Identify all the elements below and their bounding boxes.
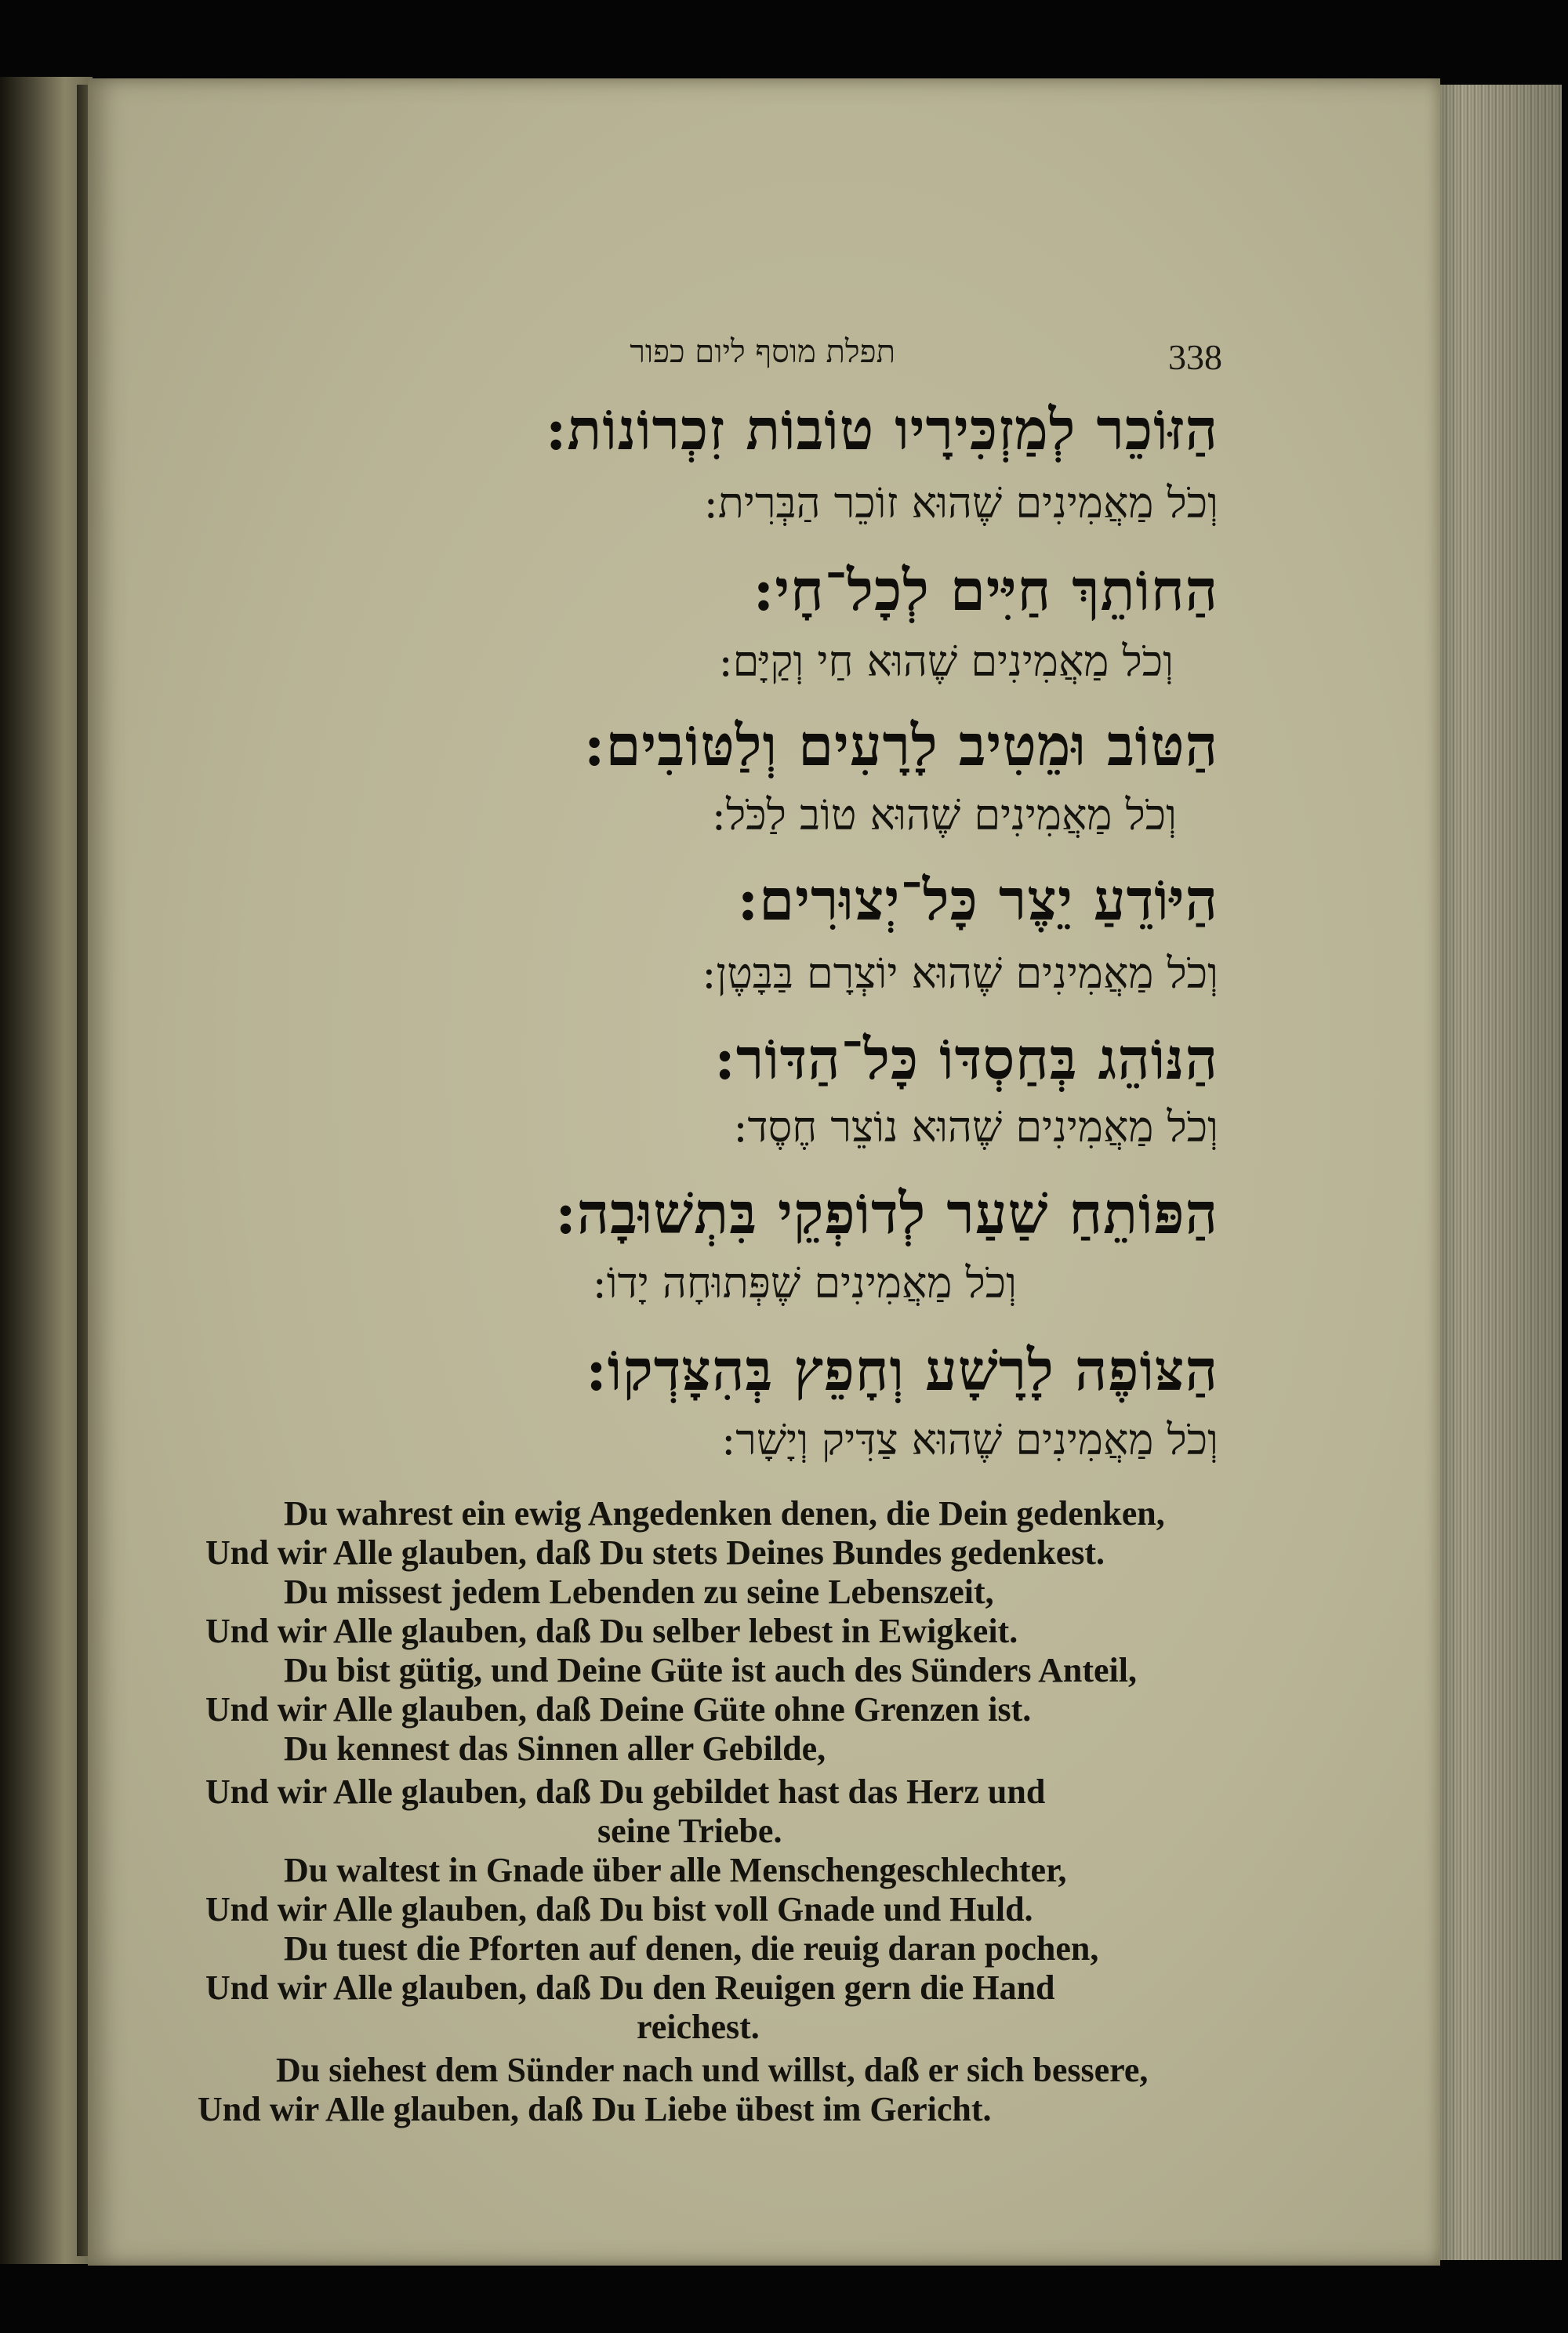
hebrew-verse: הַצּוֹפֶה לָרָשָׁע וְחָפֵץ בְּהִצָּדְקוֹ: <box>586 1337 1218 1403</box>
german-line: Du missest jedem Lebenden zu seine Lebenszeit, <box>284 1573 994 1611</box>
hebrew-verse: הַפּוֹתֵחַ שַׁעַר לְדוֹפְקֵי בִּתְשׁוּבָה: <box>555 1180 1218 1246</box>
german-line: Und wir Alle glauben, daß Deine Güte ohne Grenzen ist. <box>205 1690 1032 1729</box>
german-line: seine Triebe. <box>597 1812 782 1850</box>
german-line: Und wir Alle glauben, daß Du gebildet hast das Herz und <box>205 1772 1046 1811</box>
german-line: Du tuest die Pforten auf denen, die reuig daran pochen, <box>284 1929 1099 1968</box>
german-line: Du waltest in Gnade über alle Menschengeschlechter, <box>284 1851 1067 1889</box>
german-line: Du bist gütig, und Deine Güte ist auch des Sünders Anteil, <box>284 1651 1137 1689</box>
german-line: Und wir Alle glauben, daß Du bist voll Gnade und Huld. <box>205 1890 1033 1928</box>
book-page <box>88 78 1440 2266</box>
hebrew-response: וְכֹל מַאֲמִינִים שֶׁהוּא טוֹב לַכֹּל: <box>711 790 1177 840</box>
hebrew-verse: הַיּוֹדֵעַ יֵצֶר כָּל־יְצוּרִים: <box>737 866 1218 933</box>
running-head: תפלת מוסף ליום כפור <box>630 334 895 370</box>
hebrew-response: וְכֹל מַאֲמִינִים שֶׁהוּא צַדִּיק וְיָשָׁר: <box>721 1415 1218 1464</box>
german-line: Du siehest dem Sünder nach und willst, daß er sich bessere, <box>276 2051 1149 2089</box>
hebrew-response: וְכֹל מַאֲמִינִים שֶׁהוּא חַי וְקַיָּם: <box>718 637 1174 686</box>
page-header <box>88 333 1440 380</box>
hebrew-response: וְכֹל מַאֲמִינִים שֶׁהוּא זוֹכֵר הַבְּרִית: <box>703 478 1218 528</box>
german-line: Und wir Alle glauben, daß Du den Reuigen gern die Hand <box>205 1968 1055 2007</box>
hebrew-response: וְכֹל מַאֲמִינִים שֶׁהוּא יוֹצְרָם בַּבָּטֶן: <box>702 949 1218 998</box>
german-line: Du kennest das Sinnen aller Gebilde, <box>284 1729 826 1768</box>
hebrew-verse: הַטּוֹב וּמֵטִיב לָרָעִים וְלַטּוֹבִים: <box>583 712 1218 778</box>
hebrew-response: וְכֹל מַאֲמִינִים שֶׁפְּתוּחָה יָדוֹ: <box>592 1258 1017 1308</box>
german-line: Du wahrest ein ewig Angedenken denen, die Dein gedenken, <box>284 1494 1165 1533</box>
german-line: Und wir Alle glauben, daß Du Liebe übest im Gericht. <box>198 2090 992 2128</box>
hebrew-verse: הַזּוֹכֵר לְמַזְכִּירָיו טוֹבוֹת זִכְרוֹנוֹת: <box>545 396 1218 463</box>
hebrew-response: וְכֹל מַאֲמִינִים שֶׁהוּא נוֹצֵר חֶסֶד: <box>733 1102 1218 1152</box>
hebrew-verse: הַחוֹתֵךְ חַיִּים לְכָל־חָי: <box>753 557 1218 623</box>
page-stack-edge <box>1428 85 1562 2260</box>
german-line: Und wir Alle glauben, daß Du stets Deines Bundes gedenkest. <box>205 1533 1105 1572</box>
page-number: 338 <box>1168 337 1222 377</box>
hebrew-verse: הַנּוֹהֵג בְּחַסְדּוֹ כָּל־הַדּוֹר: <box>714 1025 1218 1092</box>
german-line: Und wir Alle glauben, daß Du selber lebest in Ewigkeit. <box>205 1612 1018 1650</box>
german-line: reichest. <box>637 2008 760 2046</box>
